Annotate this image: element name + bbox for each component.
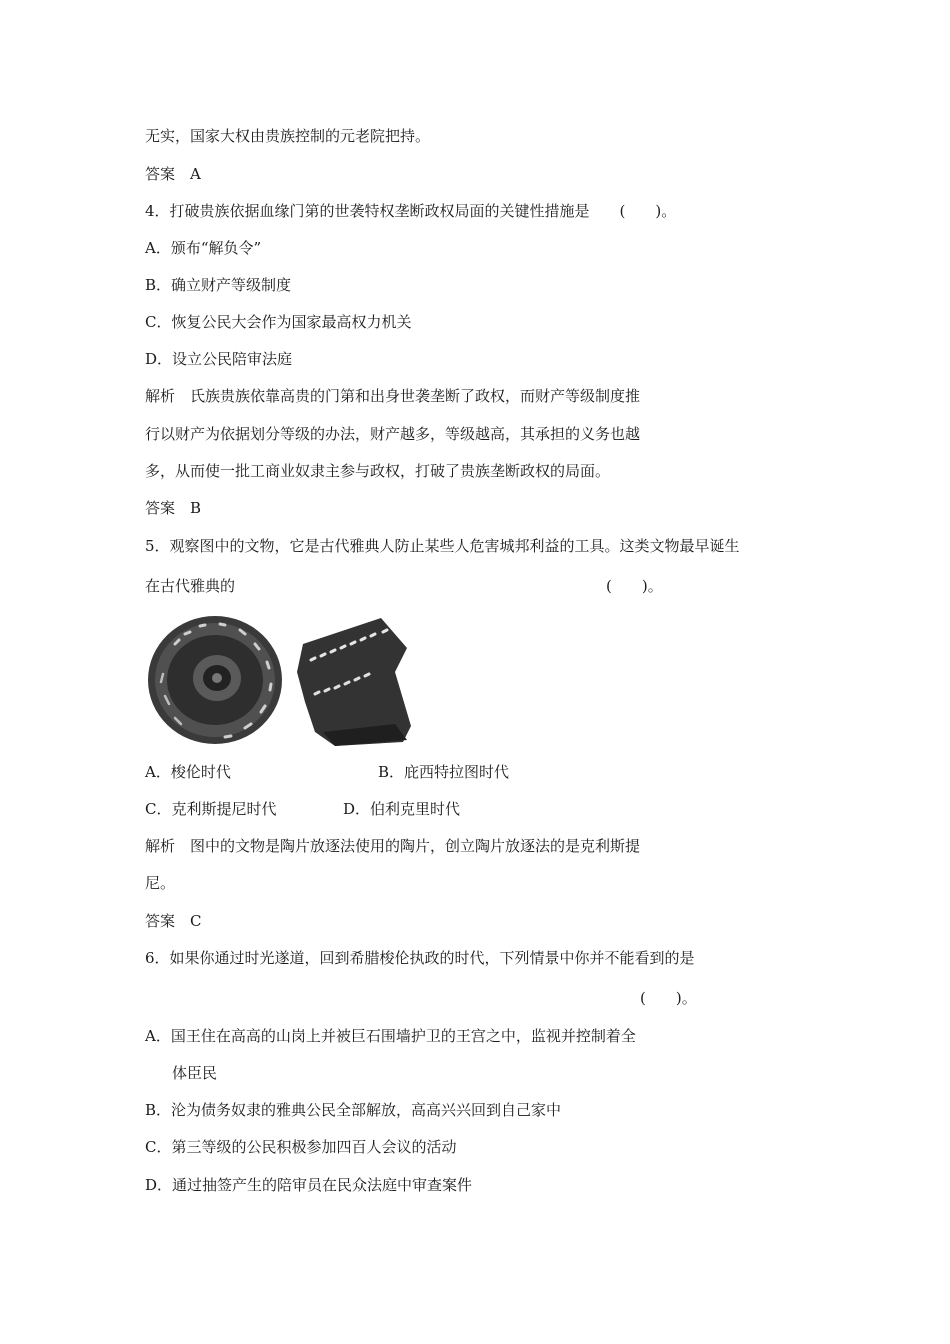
q5-answer: 答案 C	[145, 912, 202, 930]
continuation-text: 无实，国家大权由贵族控制的元老院把持。	[145, 127, 431, 145]
q4-analysis-line-3: 多，从而使一批工商业奴隶主参与政权，打破了贵族垄断政权的局面。	[145, 462, 611, 480]
q5-analysis-line-2: 尼。	[145, 874, 176, 892]
q4-option-d: D．设立公民陪审法庭	[145, 350, 293, 368]
round-ostracon-sherd	[148, 616, 282, 744]
q6-option-a-continued: 体臣民	[172, 1064, 218, 1082]
q4-option-a: A．颁布“解负令”	[145, 239, 262, 257]
q6-option-c: C．第三等级的公民积极参加四百人会议的活动	[145, 1138, 457, 1156]
q6-option-b: B．沦为债务奴隶的雅典公民全部解放，高高兴兴回到自己家中	[145, 1101, 562, 1119]
q4-analysis-line-1: 解析 氏族贵族依靠高贵的门第和出身世袭垄断了政权，而财产等级制度推	[145, 387, 641, 405]
q4-option-b: B．确立财产等级制度	[145, 276, 292, 294]
q5-option-d: D．伯利克里时代	[343, 800, 461, 818]
q5-option-a: A．梭伦时代	[145, 763, 231, 781]
q4-answer: 答案 B	[145, 499, 202, 517]
q6-stem: 6．如果你通过时光遂道，回到希腊梭伦执政的时代，下列情景中你并不能看到的是	[145, 949, 695, 967]
q5-stem-line-2: 在古代雅典的	[145, 577, 236, 595]
q5-option-c: C．克利斯提尼时代	[145, 800, 277, 818]
q6-option-a: A．国王住在高高的山岗上并被巨石围墙护卫的王宫之中，监视并控制着全	[145, 1027, 636, 1045]
q4-option-c: C．恢复公民大会作为国家最高权力机关	[145, 313, 412, 331]
q6-paren: ( )。	[640, 989, 697, 1007]
q4-analysis-line-2: 行以财产为依据划分等级的办法，财产越多，等级越高，其承担的义务也越	[145, 425, 641, 443]
q5-option-b: B．庇西特拉图时代	[378, 763, 510, 781]
q6-option-d: D．通过抽签产生的陪审员在民众法庭中审查案件	[145, 1176, 473, 1194]
fragment-ostracon-sherd	[297, 618, 411, 746]
q3-answer: 答案 A	[145, 165, 201, 183]
q4-stem: 4．打破贵族依据血缘门第的世袭特权垄断政权局面的关键性措施是 ( )。	[145, 202, 677, 220]
q5-analysis-line-1: 解析 图中的文物是陶片放逐法使用的陶片，创立陶片放逐法的是克利斯提	[145, 837, 641, 855]
q5-stem-line-1: 5．观察图中的文物，它是古代雅典人防止某些人危害城邦利益的工具。这类文物最早诞生	[145, 537, 740, 555]
q5-paren: ( )。	[606, 577, 663, 595]
ostraca-image	[145, 614, 415, 750]
